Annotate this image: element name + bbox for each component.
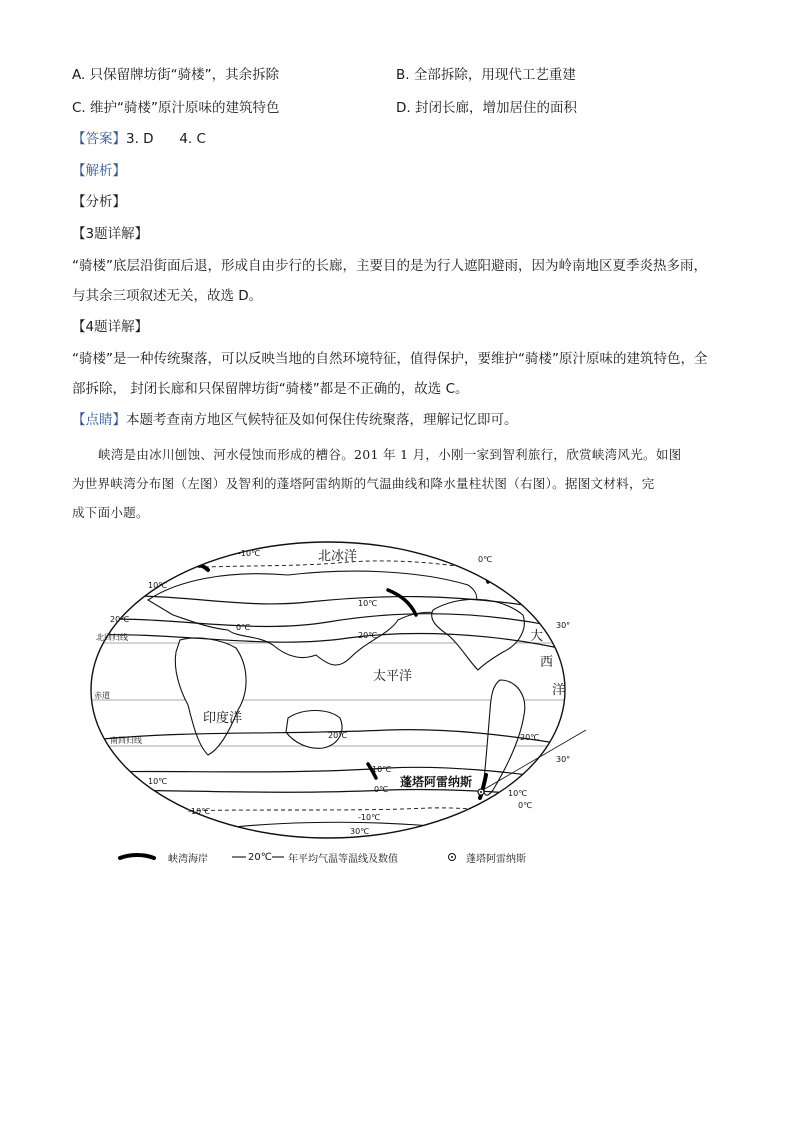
fenxi-label: 【分析】 — [72, 194, 126, 210]
legend-fjord-label: 峡湾海岸 — [168, 854, 208, 865]
material-line2: 为世界峡湾分布图（左图）及智利的蓬塔阿雷纳斯的气温曲线和降水量柱状图（右图）。据图文材料，完 — [72, 476, 655, 491]
iso-label-m10-a: -10℃ — [238, 549, 261, 558]
answer-label: 【答案】 — [72, 131, 126, 147]
tip-line — [72, 411, 518, 429]
q3-line2: 与其余三项叙述无关，故选 D。 — [72, 288, 263, 304]
iso-label-0-a: 0℃ — [236, 623, 251, 632]
q4-line1: “骑楼”是一种传统聚落，可以反映当地的自然环境特征，值得保护，要维护“骑楼”原汁原味的建筑特色，全 — [72, 351, 708, 367]
iso-label-0-c: 0℃ — [374, 785, 389, 794]
answer-text: 3. D 4. C — [126, 131, 206, 147]
ocean-atlantic-1: 大 — [530, 629, 544, 644]
q4-label: 【4题详解】 — [72, 319, 149, 335]
city-label: 蓬塔阿雷纳斯 — [400, 775, 473, 789]
ocean-atlantic-2: 西 — [540, 655, 554, 670]
iso-label-20-d: 20℃ — [520, 733, 540, 742]
legend-iso-sample: 20℃ — [248, 852, 272, 863]
label-tropic-n: 北回归线 — [96, 633, 128, 642]
ocean-indian: 印度洋 — [203, 711, 243, 726]
iso-label-10-d: 10℃ — [148, 777, 168, 786]
iso-label-10-a: 10℃ — [148, 581, 168, 590]
ocean-atlantic-3: 洋 — [552, 683, 566, 698]
q3-line1: “骑楼”底层沿街面后退，形成自由步行的长廊，主要目的是为行人遮阳避雨，因为岭南地区夏季炎热多雨， — [72, 258, 707, 274]
iso-label-0-b: 0℃ — [478, 555, 493, 564]
option-d: D. 封闭长廊，增加居住的面积 — [396, 100, 577, 116]
ocean-pacific: 太平洋 — [373, 669, 413, 684]
iso-label-20-a: 20℃ — [110, 615, 130, 624]
legend-iso-desc: 年平均气温等温线及数值 — [288, 854, 398, 865]
label-tropic-s: 南回归线 — [110, 736, 142, 745]
legend-fjord-icon — [120, 855, 154, 858]
iso-label-t30: 30℃ — [350, 827, 370, 836]
analysis-label: 【解析】 — [72, 163, 126, 179]
iso-label-10-e: 10℃ — [508, 789, 528, 798]
material-line1: 峡湾是由冰川刨蚀、河水侵蚀而形成的槽谷。201 年 1 月，小刚一家到智利旅行，欣赏峡湾风光。如图 — [98, 447, 682, 462]
iso-label-m10-c: -10℃ — [358, 813, 381, 822]
answer-line — [72, 130, 206, 148]
world-fjord-map — [88, 540, 588, 870]
option-c: C. 维护“骑楼”原汁原味的建筑特色 — [72, 100, 280, 116]
option-a: A. 只保留牌坊街“骑楼”，其余拆除 — [72, 67, 280, 83]
option-b: B. 全部拆除，用现代工艺重建 — [396, 67, 576, 83]
tip-label: 【点睛】 — [72, 412, 126, 428]
label-lat-n30: 30° — [556, 621, 571, 630]
q4-line2: 部拆除， 封闭长廊和只保留牌坊街“骑楼”都是不正确的，故选 C。 — [72, 381, 469, 397]
iso-label-m10-b: -10℃ — [188, 807, 211, 816]
material-line3: 成下面小题。 — [72, 505, 149, 520]
iso-label-20-c: 20℃ — [328, 731, 348, 740]
iso-label-0-d: 0℃ — [518, 801, 533, 810]
legend-city-label: 蓬塔阿雷纳斯 — [466, 854, 526, 865]
iso-label-20-b: 20℃ — [358, 631, 378, 640]
ocean-arctic: 北冰洋 — [318, 549, 358, 564]
iso-label-10-c: 10℃ — [372, 765, 392, 774]
q3-label: 【3题详解】 — [72, 226, 149, 242]
iso-label-10-b: 10℃ — [358, 599, 378, 608]
label-equator: 赤道 — [94, 691, 110, 700]
tip-text: 本题考查南方地区气候特征及如何保住传统聚落，理解记忆即可。 — [126, 412, 518, 428]
label-lat-s30: 30° — [556, 755, 571, 764]
